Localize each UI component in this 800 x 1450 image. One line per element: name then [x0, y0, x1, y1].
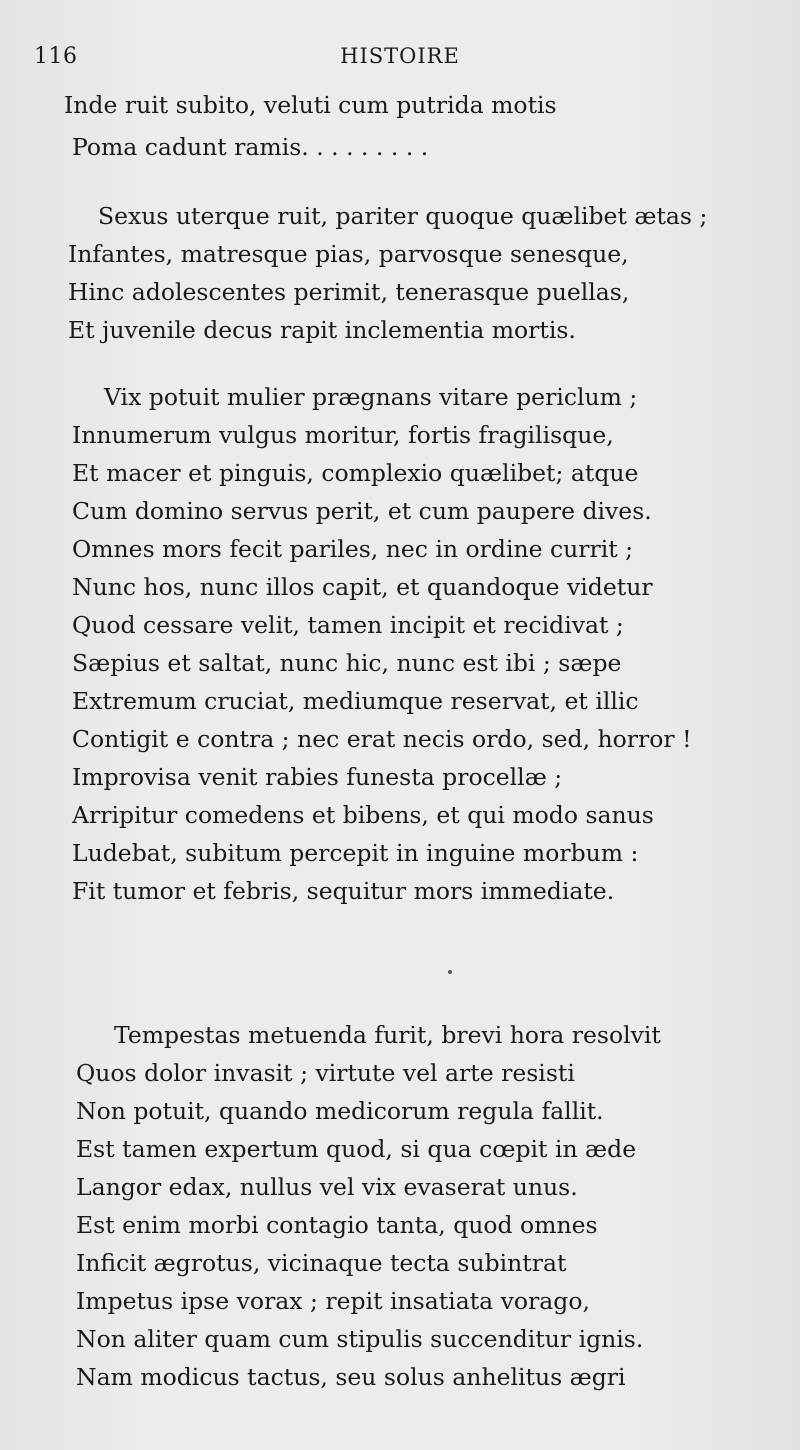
verse-line: Arripitur comedens et bibens, et qui modo sanus [72, 801, 654, 829]
verse-line: Sæpius et saltat, nunc hic, nunc est ibi ; sæpe [72, 649, 622, 677]
verse-line: Non aliter quam cum stipulis succenditur ignis. [76, 1325, 644, 1353]
verse-line: Extremum cruciat, mediumque reservat, et illic [72, 687, 639, 715]
verse-line: Vix potuit mulier prægnans vitare periclum ; [104, 383, 638, 411]
verse-line: Nam modicus tactus, seu solus anhelitus ægri [76, 1363, 626, 1391]
verse-line: Quos dolor invasit ; virtute vel arte resisti [76, 1059, 575, 1087]
verse-line: Tempestas metuenda furit, brevi hora resolvit [114, 1021, 661, 1049]
verse-line: Impetus ipse vorax ; repit insatiata vorago, [76, 1287, 590, 1315]
verse-line: Innumerum vulgus moritur, fortis fragilisque, [72, 421, 614, 449]
running-head: HISTOIRE [340, 44, 460, 68]
verse-line: Contigit e contra ; nec erat necis ordo, sed, horror ! [72, 725, 692, 753]
verse-line: Ludebat, subitum percepit in inguine morbum : [72, 839, 639, 867]
verse-line: Hinc adolescentes perimit, tenerasque puellas, [68, 278, 630, 306]
verse-line: Inde ruit subito, veluti cum putrida motis [64, 91, 557, 119]
verse-line: Infantes, matresque pias, parvosque senesque, [68, 240, 629, 268]
verse-line: Et macer et pinguis, complexio quælibet; atque [72, 459, 639, 487]
verse-line: Est tamen expertum quod, si qua cœpit in æde [76, 1135, 637, 1163]
verse-line: Langor edax, nullus vel vix evaserat unus. [76, 1173, 578, 1201]
verse-line: Quod cessare velit, tamen incipit et recidivat ; [72, 611, 624, 639]
verse-line: Sexus uterque ruit, pariter quoque quælibet ætas ; [98, 202, 708, 230]
verse-line: Nunc hos, nunc illos capit, et quandoque videtur [72, 573, 653, 601]
verse-line: Non potuit, quando medicorum regula fallit. [76, 1097, 604, 1125]
verse-line: Cum domino servus perit, et cum paupere dives. [72, 497, 652, 525]
verse-line: Et juvenile decus rapit inclementia mortis. [68, 316, 576, 344]
verse-line: Poma cadunt ramis. . . . . . . . . [72, 133, 429, 161]
verse-line: Est enim morbi contagio tanta, quod omnes [76, 1211, 598, 1239]
verse-line: Inficit ægrotus, vicinaque tecta subintrat [76, 1249, 567, 1277]
section-separator-dot [448, 970, 452, 974]
page-number: 116 [34, 44, 78, 69]
page-header [0, 44, 800, 76]
verse-line: Fit tumor et febris, sequitur mors immediate. [72, 877, 615, 905]
verse-line: Omnes mors fecit pariles, nec in ordine currit ; [72, 535, 634, 563]
verse-line: Improvisa venit rabies funesta procellæ ; [72, 763, 563, 791]
